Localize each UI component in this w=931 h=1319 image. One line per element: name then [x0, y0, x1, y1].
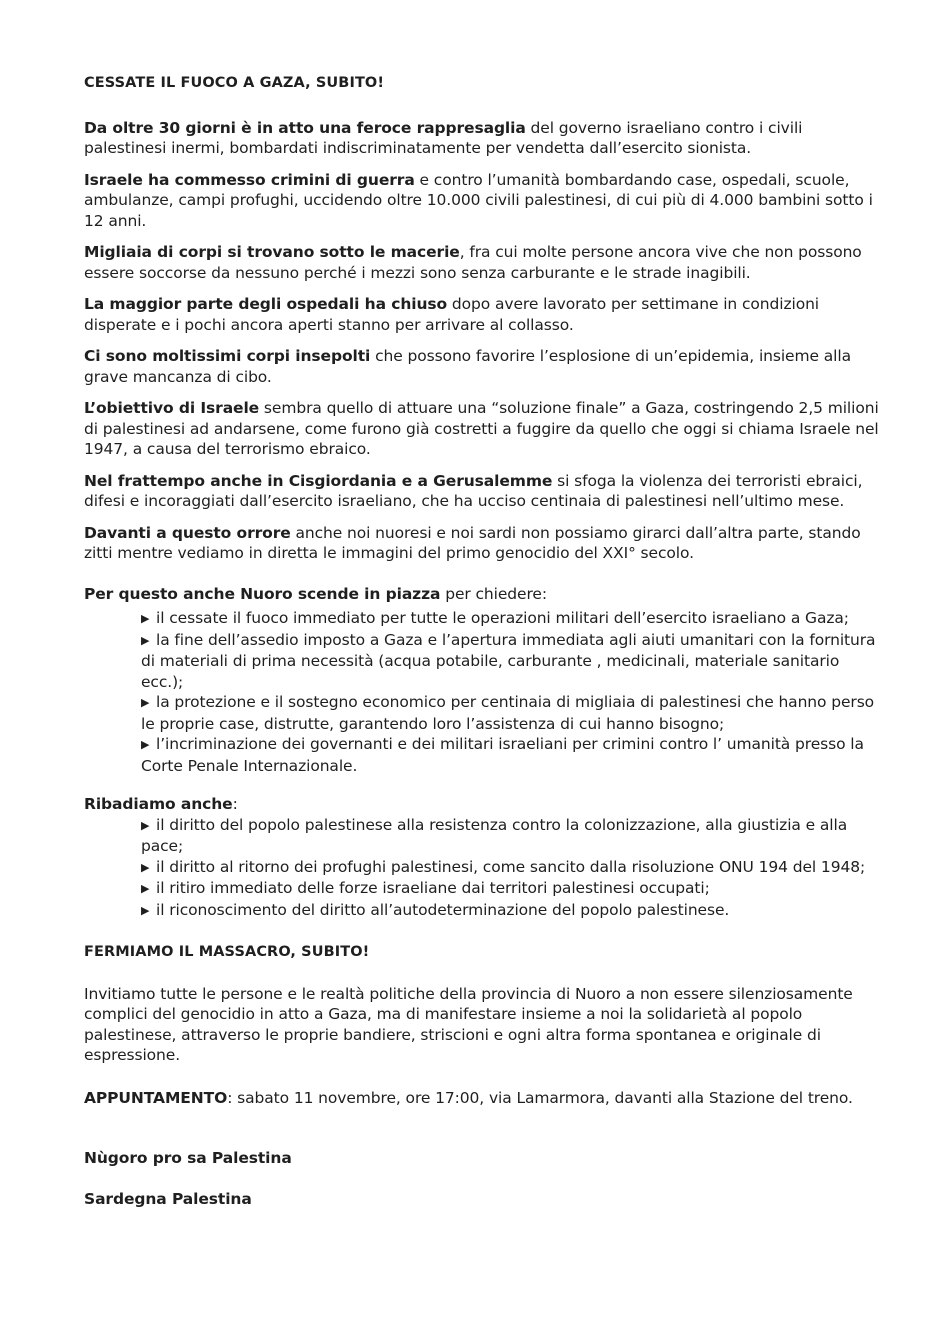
- triangle-right-icon: ▶: [141, 738, 150, 751]
- paragraph-lead: Nel frattempo anche in Cisgiordania e a Gerusalemme: [84, 471, 553, 490]
- demands-list: [141, 608, 884, 776]
- list-item: [141, 734, 884, 776]
- paragraph: [84, 242, 884, 283]
- triangle-right-icon: ▶: [141, 903, 150, 917]
- invitation-paragraph: Invitiamo tutte le persone e le realtà politiche della provincia di Nuoro a non essere silenziosamente complici del genocidio in atto a Gaza, ma di manifestare insieme a noi la solidarietà al popolo palestinese, attraverso le proprie bandiere, striscioni e ogni altra forma spontanea e originale di espressione.: [84, 984, 853, 1064]
- list-item: [141, 608, 884, 630]
- paragraph: [84, 523, 884, 564]
- paragraph-text: si sfoga la violenza dei terroristi ebraici, difesi e incoraggiati dall’esercito israeliano, che ha ucciso centinaia di palestinesi nell’ultimo mese.: [84, 471, 863, 510]
- reaffirm-list: [141, 815, 884, 922]
- paragraph-lead: Migliaia di corpi si trovano sotto le macerie: [84, 243, 460, 261]
- paragraph-text: e contro l’umanità bombardando case, ospedali, scuole, ambulanze, campi profughi, uccidendo oltre 10.000 civili palestinesi, di cui più di 4.000 bambini sotto i 12 anni.: [84, 170, 873, 230]
- triangle-right-icon: ▶: [141, 882, 150, 895]
- list-item: [141, 878, 884, 900]
- triangle-right-icon: ▶: [141, 633, 150, 647]
- paragraph-lead: Davanti a questo orrore: [84, 523, 291, 542]
- triangle-right-icon: ▶: [141, 818, 150, 832]
- list-item: [141, 900, 884, 922]
- section-title: FERMIAMO IL MASSACRO, SUBITO!: [84, 944, 370, 960]
- demands-lead-text: per chiedere:: [440, 584, 547, 603]
- reaffirm-lead-bold: Ribadiamo anche: [84, 795, 233, 813]
- paragraph-text: sembra quello di attuare una “soluzione finale” a Gaza, costringendo 2,5 milioni di palestinesi ad andarsene, come furono già costretti a fuggire da quello che oggi si chiama Israele nel 1947, a causa del terrorismo ebraico.: [84, 399, 879, 458]
- list-item: [141, 692, 884, 734]
- list-item: [141, 857, 884, 879]
- paragraph-lead: Israele ha commesso crimini di guerra: [84, 170, 415, 189]
- list-item-text: il diritto al ritorno dei profughi palestinesi, come sancito dalla risoluzione ONU 194 del 1948;: [156, 857, 866, 876]
- appointment-label: APPUNTAMENTO: [84, 1088, 228, 1107]
- signature: Nùgoro pro sa Palestina: [84, 1149, 292, 1167]
- triangle-right-icon: ▶: [141, 612, 150, 625]
- demands-lead: [84, 584, 884, 605]
- paragraph: [84, 398, 884, 460]
- list-item-text: la protezione e il sostegno economico per centinaia di migliaia di palestinesi che hanno perso le proprie case, distrutte, garantendo loro l’assistenza di cui hanno bisogno;: [141, 693, 875, 733]
- list-item-text: il ritiro immediato delle forze israeliane dai territori palestinesi occupati;: [156, 879, 710, 897]
- paragraph: [84, 118, 884, 159]
- paragraph-lead: L’obiettivo di Israele: [84, 399, 260, 417]
- list-item-text: il riconoscimento del diritto all’autodeterminazione del popolo palestinese.: [156, 900, 730, 919]
- triangle-right-icon: ▶: [141, 860, 150, 874]
- appointment-text: : sabato 11 novembre, ore 17:00, via Lamarmora, davanti alla Stazione del treno.: [227, 1088, 853, 1107]
- list-item-text: il cessate il fuoco immediato per tutte le operazioni militari dell’esercito israeliano a Gaza;: [156, 609, 849, 627]
- paragraph: [84, 346, 884, 387]
- list-item-text: l’incriminazione dei governanti e dei militari israeliani per crimini contro l’ umanità presso la Corte Penale Internazionale.: [141, 735, 864, 775]
- document-body: [84, 73, 884, 1209]
- paragraph-text: dopo avere lavorato per settimane in condizioni disperate e i pochi ancora aperti stanno per arrivare al collasso.: [84, 295, 820, 334]
- paragraph: [84, 170, 884, 232]
- list-item-text: la fine dell’assedio imposto a Gaza e l’apertura immediata agli aiuti umanitari con la fornitura di materiali di prima necessità (acqua potabile, carburante , medicinali, materiale sanitario ecc.);: [141, 630, 876, 691]
- paragraph-text: , fra cui molte persone ancora vive che non possono essere soccorse da nessuno perché i mezzi sono senza carburante e le strade inagibili.: [84, 243, 862, 282]
- signature: Sardegna Palestina: [84, 1189, 252, 1208]
- reaffirm-lead-text: :: [232, 795, 238, 813]
- paragraph-text: del governo israeliano contro i civili palestinesi inermi, bombardati indiscriminatamente per vendetta dall’esercito sionista.: [84, 118, 803, 157]
- list-item-text: il diritto del popolo palestinese alla resistenza contro la colonizzazione, alla giustizia e alla pace;: [141, 815, 848, 855]
- paragraph: [84, 471, 884, 512]
- demands-lead-bold: Per questo anche Nuoro scende in piazza: [84, 584, 441, 603]
- reaffirm-lead: [84, 794, 884, 815]
- paragraph-lead: Da oltre 30 giorni è in atto una feroce rappresaglia: [84, 118, 526, 137]
- paragraph: [84, 294, 884, 335]
- list-item: [141, 815, 884, 857]
- list-item: [141, 630, 884, 693]
- paragraph-text: che possono favorire l’esplosione di un’epidemia, insieme alla grave mancanza di cibo.: [84, 347, 851, 386]
- paragraph-lead: La maggior parte degli ospedali ha chiuso: [84, 295, 448, 313]
- paragraph-lead: Ci sono moltissimi corpi insepolti: [84, 347, 371, 365]
- appointment: [84, 1088, 884, 1109]
- triangle-right-icon: ▶: [141, 696, 150, 709]
- paragraph-text: anche noi nuoresi e noi sardi non possiamo girarci dall’altra parte, stando zitti mentre vediamo in diretta le immagini del primo genocidio del XXI° secolo.: [84, 523, 861, 562]
- document-title: CESSATE IL FUOCO A GAZA, SUBITO!: [84, 75, 385, 91]
